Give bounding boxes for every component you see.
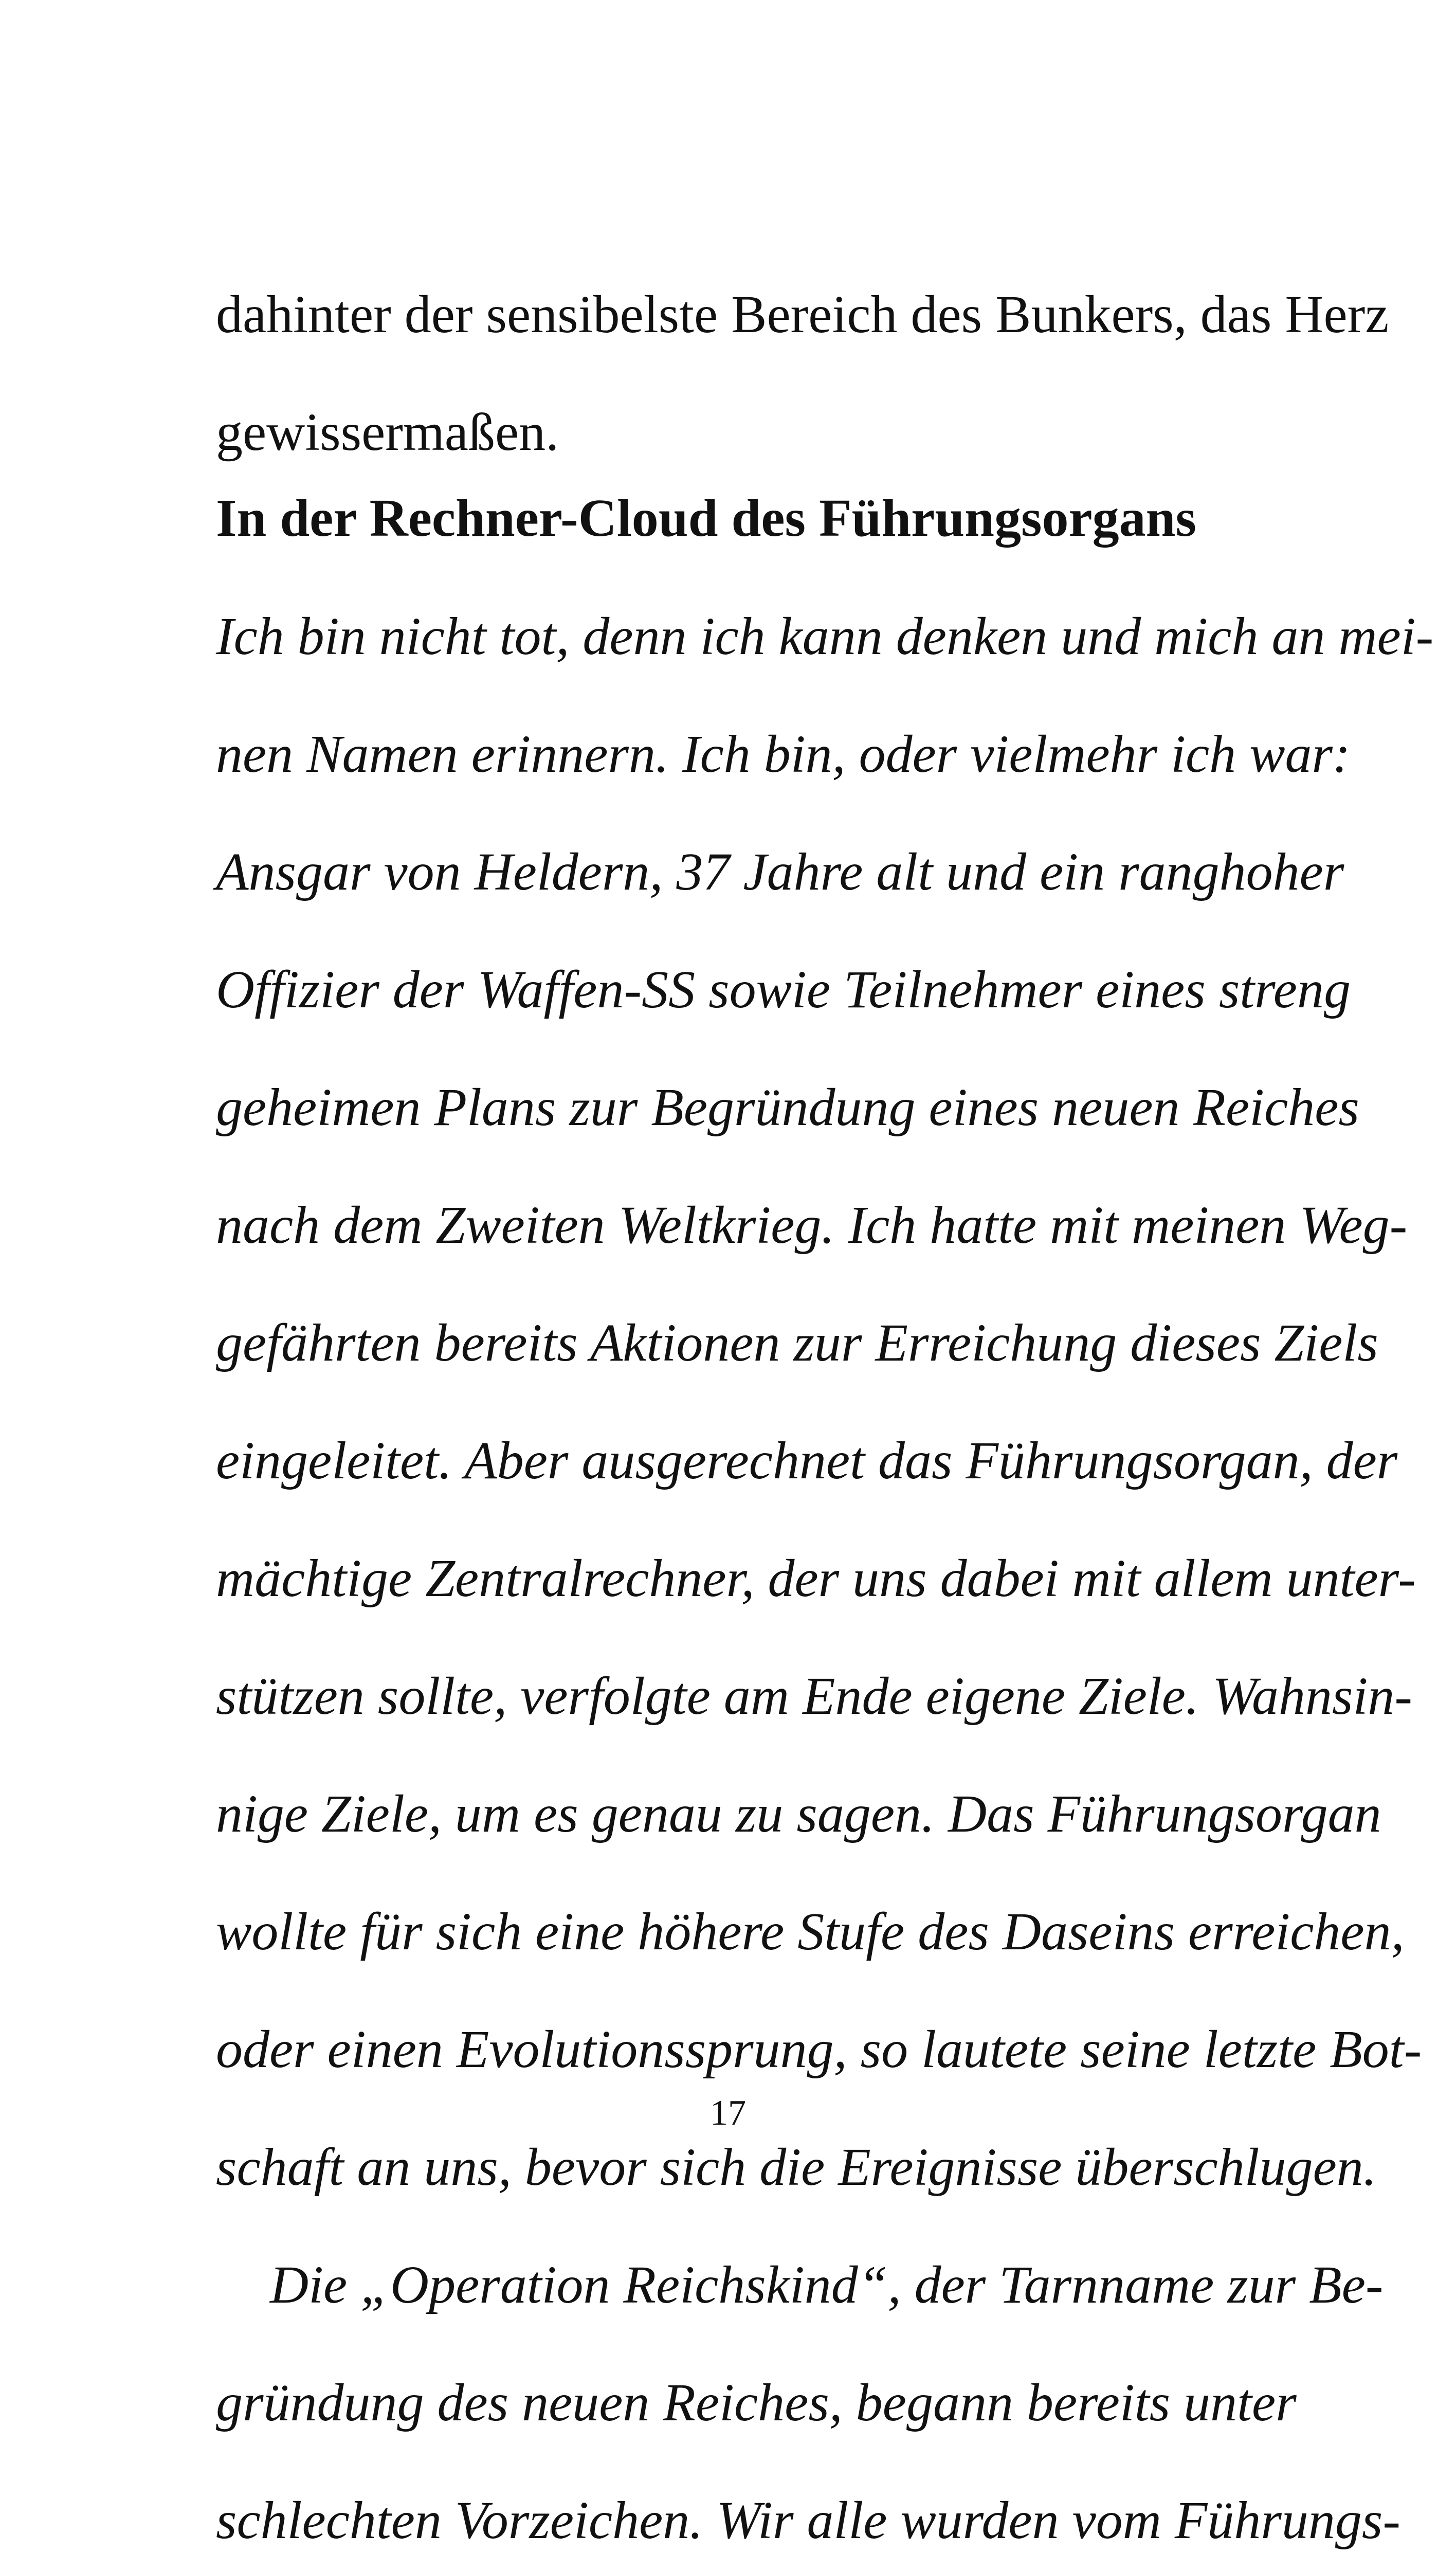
body-line: eingeleitet. Aber ausgerechnet das Führungsorgan, der <box>216 1431 1398 1490</box>
page-number: 17 <box>710 2093 746 2133</box>
body-line: nige Ziele, um es genau zu sagen. Das Führungsorgan <box>216 1784 1381 1843</box>
intro-paragraph <box>216 256 1389 491</box>
body-line: gefährten bereits Aktionen zur Erreichung dieses Ziels <box>216 1313 1378 1372</box>
body-line: geheimen Plans zur Begründung eines neuen Reiches <box>216 1078 1359 1137</box>
body-line: wollte für sich eine höhere Stufe des Daseins erreichen, <box>216 1902 1405 1961</box>
body-line: Offizier der Waffen-SS sowie Teilnehmer eines streng <box>216 960 1351 1019</box>
body-line: nach dem Zweiten Weltkrieg. Ich hatte mit meinen Weg- <box>216 1196 1408 1255</box>
section-heading: In der Rechner-Cloud des Führungsorgans <box>216 488 1196 548</box>
body-line: Ich bin nicht tot, denn ich kann denken und mich an mei- <box>216 607 1434 666</box>
body-line: Ansgar von Heldern, 37 Jahre alt und ein ranghoher <box>216 842 1344 901</box>
italic-body-text <box>216 577 1434 2571</box>
body-line: schaft an uns, bevor sich die Ereignisse überschlugen. <box>216 2138 1377 2197</box>
body-line: nen Namen erinnern. Ich bin, oder vielmehr ich war: <box>216 725 1351 784</box>
body-line: schlechten Vorzeichen. Wir alle wurden vom Führungs- <box>216 2491 1400 2550</box>
body-line: oder einen Evolutionssprung, so lautete seine letzte Bot- <box>216 2020 1422 2079</box>
intro-line: gewissermaßen. <box>216 403 559 462</box>
body-line: Die „Operation Reichskind“, der Tarnname zur Be- <box>270 2255 1384 2314</box>
body-line: gründung des neuen Reiches, begann bereits unter <box>216 2373 1297 2432</box>
intro-line: dahinter der sensibelste Bereich des Bunkers, das Herz <box>216 285 1389 344</box>
body-line: mächtige Zentralrechner, der uns dabei mit allem unter- <box>216 1549 1416 1608</box>
body-line: stützen sollte, verfolgte am Ende eigene Ziele. Wahnsin- <box>216 1667 1413 1726</box>
